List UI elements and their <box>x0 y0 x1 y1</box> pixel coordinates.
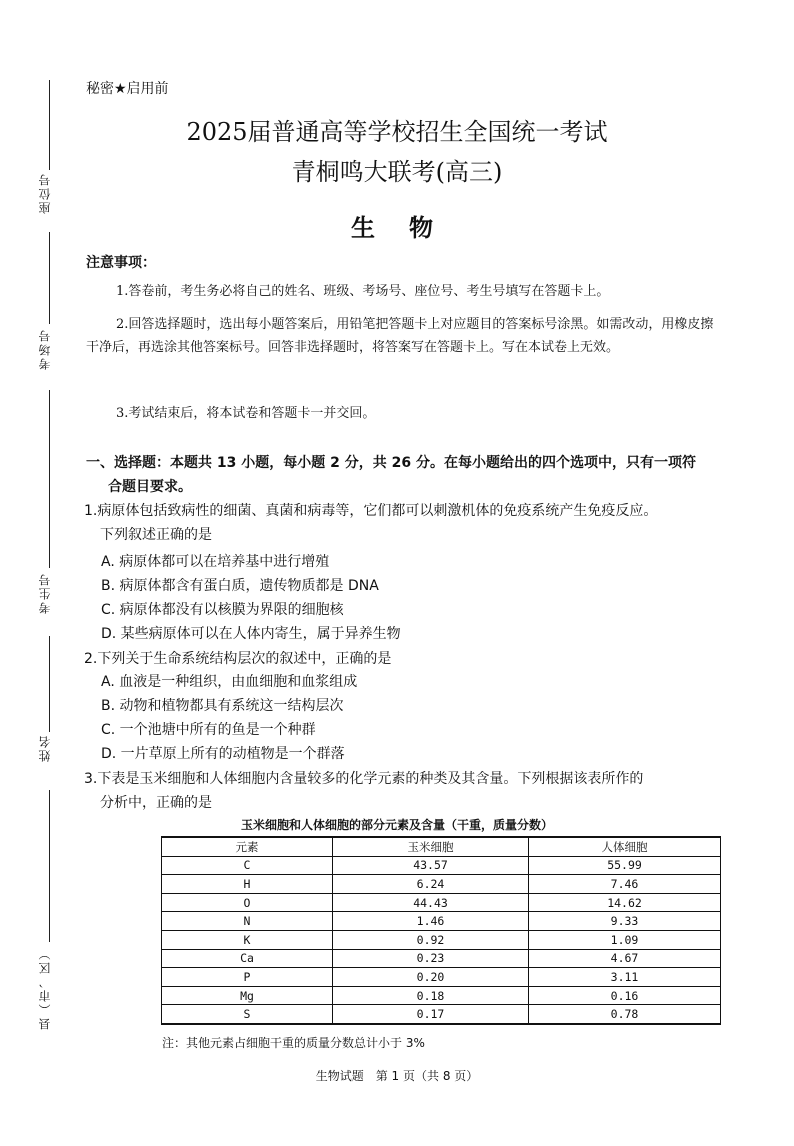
notes-heading: 注意事项： <box>86 255 156 271</box>
confidential-mark: 秘密★启用前 <box>86 81 169 97</box>
corn-value-cell: 0.23 <box>333 949 529 968</box>
question-1-stem <box>84 499 734 547</box>
element-cell: Mg <box>162 986 333 1005</box>
exam-title: 2025届普通高等学校招生全国统一考试 <box>186 118 608 146</box>
element-content-table <box>161 836 721 1025</box>
header-human-cell: 人体细胞 <box>529 837 721 856</box>
section-heading-line2: 合题目要求。 <box>108 479 192 495</box>
student-number-fill-line <box>49 390 50 568</box>
question-2-option-c: C. 一个池塘中所有的鱼是一个种群 <box>101 722 316 738</box>
question-1-line2: 下列叙述正确的是 <box>100 527 212 543</box>
question-1-option-d: D. 某些病原体可以在人体内寄生，属于异养生物 <box>101 626 401 642</box>
table-row <box>162 912 721 931</box>
human-value-cell: 9.33 <box>529 912 721 931</box>
corn-value-cell: 6.24 <box>333 875 529 894</box>
question-2-option-b: B. 动物和植物都具有系统这一结构层次 <box>101 698 344 714</box>
table-row <box>162 968 721 987</box>
question-1-option-a: A. 病原体都可以在培养基中进行增殖 <box>101 554 330 570</box>
table-row <box>162 949 721 968</box>
student-number-label: 考生号 <box>38 572 52 614</box>
human-value-cell: 3.11 <box>529 968 721 987</box>
corn-value-cell: 43.57 <box>333 856 529 875</box>
corn-value-cell: 0.20 <box>333 968 529 987</box>
table-row <box>162 986 721 1005</box>
table-row <box>162 875 721 894</box>
subject-title: 生物 <box>351 213 467 242</box>
human-value-cell: 4.67 <box>529 949 721 968</box>
question-3-stem <box>84 767 734 815</box>
question-1-line1: 1.病原体包括致病性的细菌、真菌和病毒等，它们都可以刺激机体的免疫系统产生免疫反应。 <box>84 503 658 519</box>
table-header-row <box>162 837 721 856</box>
element-cell: P <box>162 968 333 987</box>
corn-value-cell: 0.18 <box>333 986 529 1005</box>
header-corn-cell: 玉米细胞 <box>333 837 529 856</box>
corn-value-cell: 0.92 <box>333 930 529 949</box>
table-row <box>162 930 721 949</box>
name-fill-line <box>49 636 50 732</box>
section-heading <box>86 451 736 499</box>
element-cell: N <box>162 912 333 931</box>
county-fill-line <box>49 790 50 942</box>
note-item-1: 1.答卷前，考生务必将自己的姓名、班级、考场号、座位号、考生号填写在答题卡上。 <box>116 284 610 299</box>
element-cell: C <box>162 856 333 875</box>
human-value-cell: 14.62 <box>529 893 721 912</box>
corn-value-cell: 1.46 <box>333 912 529 931</box>
element-cell: O <box>162 893 333 912</box>
note-item-3: 3.考试结束后，将本试卷和答题卡一并交回。 <box>116 406 376 421</box>
human-value-cell: 55.99 <box>529 856 721 875</box>
human-value-cell: 1.09 <box>529 930 721 949</box>
exam-subtitle: 青桐鸣大联考(高三) <box>291 158 503 186</box>
question-1-option-c: C. 病原体都没有以核膜为界限的细胞核 <box>101 602 344 618</box>
element-cell: Ca <box>162 949 333 968</box>
header-element: 元素 <box>162 837 333 856</box>
county-label: 县（市、区） <box>38 946 52 1030</box>
element-cell: H <box>162 875 333 894</box>
note-item-2: 2.回答选择题时，选出每小题答案后，用铅笔把答题卡上对应题目的答案标号涂黑。如需改动，用橡皮擦干净后，再选涂其他答案标号。回答非选择题时，将答案写在答题卡上。写在本试卷上无效。 <box>86 317 714 355</box>
table-caption: 玉米细胞和人体细胞的部分元素及含量（干重，质量分数） <box>240 818 553 832</box>
human-value-cell: 7.46 <box>529 875 721 894</box>
question-3-line2: 分析中，正确的是 <box>100 795 212 811</box>
exam-room-fill-line <box>49 232 50 324</box>
exam-room-label: 考场号 <box>38 328 52 370</box>
table-footnote: 注：其他元素占细胞干重的质量分数总计小于 3% <box>162 1036 425 1050</box>
question-3-line1: 3.下表是玉米细胞和人体细胞内含量较多的化学元素的种类及其含量。下列根据该表所作的 <box>84 771 644 787</box>
question-2-stem: 2.下列关于生命系统结构层次的叙述中，正确的是 <box>84 651 392 667</box>
question-2-option-a: A. 血液是一种组织，由血细胞和血浆组成 <box>101 674 358 690</box>
element-cell: K <box>162 930 333 949</box>
question-1-option-b: B. 病原体都含有蛋白质，遗传物质都是 DNA <box>101 578 379 594</box>
table-row <box>162 856 721 875</box>
corn-value-cell: 44.43 <box>333 893 529 912</box>
element-cell: S <box>162 1005 333 1024</box>
question-2-option-d: D. 一片草原上所有的动植物是一个群落 <box>101 746 345 762</box>
seat-number-label: 座位号 <box>38 172 52 214</box>
corn-value-cell: 0.17 <box>333 1005 529 1024</box>
table-row <box>162 893 721 912</box>
page-footer: 生物试题 第 1 页（共 8 页） <box>315 1069 479 1083</box>
table-row <box>162 1005 721 1024</box>
human-value-cell: 0.78 <box>529 1005 721 1024</box>
name-label: 姓名 <box>38 734 52 762</box>
section-heading-line1: 一、选择题：本题共 13 小题，每小题 2 分，共 26 分。在每小题给出的四个选项中，只有一项符 <box>86 455 696 471</box>
human-value-cell: 0.16 <box>529 986 721 1005</box>
